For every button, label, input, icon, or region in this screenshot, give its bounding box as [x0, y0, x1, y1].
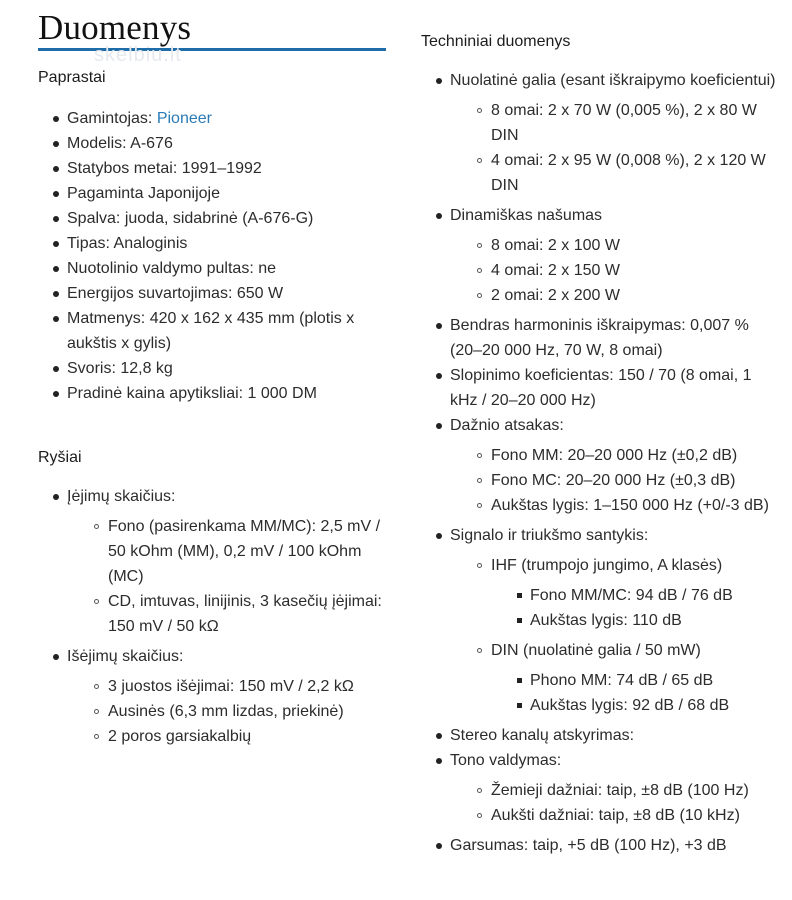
ihf-sublist	[503, 583, 781, 633]
outputs-sublist	[80, 674, 393, 749]
title-underline	[38, 48, 386, 51]
tone-sublist	[463, 778, 781, 828]
inputs-sublist	[80, 514, 393, 639]
sub-sub-list-item: Aukštas lygis: 110 dB	[503, 608, 781, 633]
sub-sub-list-item: Phono MM: 74 dB / 65 dB	[503, 668, 781, 693]
sub-list-item: 4 omai: 2 x 95 W (0,008 %), 2 x 120 W DIN	[463, 148, 781, 198]
sub-list-item-ihf	[463, 553, 781, 633]
list-item: Energijos suvartojimas: 650 W	[38, 281, 393, 306]
sub-list-item: Fono (pasirenkama MM/MC): 2,5 mV / 50 kOhm (MM), 0,2 mV / 100 kOhm (MC)	[80, 514, 393, 589]
connections-list	[38, 484, 393, 749]
manufacturer-label: Gamintojas:	[67, 110, 157, 127]
sub-list-item: 2 poros garsiakalbių	[80, 724, 393, 749]
din-sublist	[503, 668, 781, 718]
sub-list-item-din	[463, 638, 781, 718]
list-item-power	[421, 68, 781, 198]
left-column	[38, 66, 393, 754]
list-item-dynamic	[421, 203, 781, 308]
sub-sub-list-item: Fono MM/MC: 94 dB / 76 dB	[503, 583, 781, 608]
tone-label: Tono valdymas:	[450, 752, 562, 769]
outputs-label: Išėjimų skaičius:	[67, 648, 184, 665]
right-column	[421, 30, 781, 858]
list-item: Statybos metai: 1991–1992	[38, 156, 393, 181]
dynamic-label: Dinamiškas našumas	[450, 207, 603, 224]
list-item-outputs	[38, 644, 393, 749]
technical-list	[421, 68, 781, 858]
list-item: Svoris: 12,8 kg	[38, 356, 393, 381]
inputs-label: Įėjimų skaičius:	[67, 488, 176, 505]
ihf-label: IHF (trumpojo jungimo, A klasės)	[491, 557, 723, 574]
manufacturer-link[interactable]: Pioneer	[156, 110, 212, 127]
section-heading-general: Paprastai	[38, 69, 106, 86]
sub-list-item: 8 omai: 2 x 70 W (0,005 %), 2 x 80 W DIN	[463, 98, 781, 148]
section-heading-technical: Techniniai duomenys	[421, 33, 571, 50]
frequency-label: Dažnio atsakas:	[450, 417, 564, 434]
snr-label: Signalo ir triukšmo santykis:	[450, 527, 649, 544]
section-heading-connections: Ryšiai	[38, 449, 82, 466]
list-item-snr	[421, 523, 781, 718]
sub-list-item: Fono MM: 20–20 000 Hz (±0,2 dB)	[463, 443, 781, 468]
watermark: skelbiu.lt	[94, 44, 182, 66]
list-item: Matmenys: 420 x 162 x 435 mm (plotis x aukštis x gylis)	[38, 306, 393, 356]
list-item-stereo: Stereo kanalų atskyrimas:	[421, 723, 781, 748]
sub-list-item: Aukštas lygis: 1–150 000 Hz (+0/-3 dB)	[463, 493, 781, 518]
sub-list-item: CD, imtuvas, linijinis, 3 kasečių įėjimai: 150 mV / 50 kΩ	[80, 589, 393, 639]
list-item-inputs	[38, 484, 393, 639]
sub-list-item: 4 omai: 2 x 150 W	[463, 258, 781, 283]
list-item-volume: Garsumas: taip, +5 dB (100 Hz), +3 dB	[421, 833, 781, 858]
power-sublist	[463, 98, 781, 198]
list-item: Tipas: Analoginis	[38, 231, 393, 256]
list-item-thd: Bendras harmoninis iškraipymas: 0,007 % (20–20 000 Hz, 70 W, 8 omai)	[421, 313, 781, 363]
list-item-tone	[421, 748, 781, 828]
list-item: Pagaminta Japonijoje	[38, 181, 393, 206]
sub-list-item: Ausinės (6,3 mm lizdas, priekinė)	[80, 699, 393, 724]
din-label: DIN (nuolatinė galia / 50 mW)	[491, 642, 701, 659]
power-label: Nuolatinė galia (esant iškraipymo koeficientui)	[450, 72, 776, 89]
sub-list-item: 3 juostos išėjimai: 150 mV / 2,2 kΩ	[80, 674, 393, 699]
sub-sub-list-item: Aukštas lygis: 92 dB / 68 dB	[503, 693, 781, 718]
list-item-damping: Slopinimo koeficientas: 150 / 70 (8 omai, 1 kHz / 20–20 000 Hz)	[421, 363, 781, 413]
general-list	[38, 106, 393, 406]
list-item: Modelis: A-676	[38, 131, 393, 156]
sub-list-item: 8 omai: 2 x 100 W	[463, 233, 781, 258]
list-item-manufacturer	[38, 106, 393, 131]
sub-list-item: Žemieji dažniai: taip, ±8 dB (100 Hz)	[463, 778, 781, 803]
list-item: Pradinė kaina apytiksliai: 1 000 DM	[38, 381, 393, 406]
list-item: Spalva: juoda, sidabrinė (A-676-G)	[38, 206, 393, 231]
list-item-frequency	[421, 413, 781, 518]
sub-list-item: 2 omai: 2 x 200 W	[463, 283, 781, 308]
page-title: Duomenys	[38, 8, 192, 47]
sub-list-item: Aukšti dažniai: taip, ±8 dB (10 kHz)	[463, 803, 781, 828]
sub-list-item: Fono MC: 20–20 000 Hz (±0,3 dB)	[463, 468, 781, 493]
dynamic-sublist	[463, 233, 781, 308]
list-item: Nuotolinio valdymo pultas: ne	[38, 256, 393, 281]
snr-sublist	[463, 553, 781, 718]
frequency-sublist	[463, 443, 781, 518]
